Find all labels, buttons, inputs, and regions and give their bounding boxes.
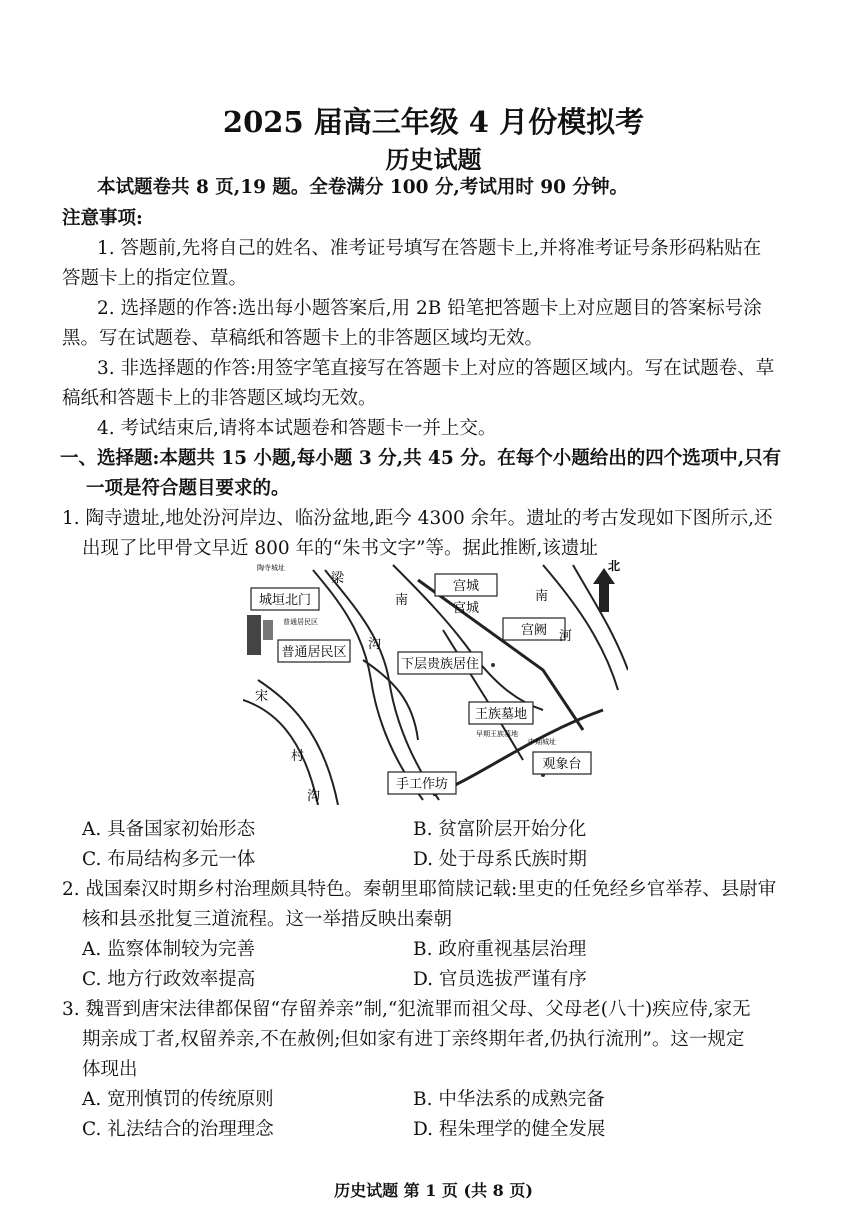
label-gongcheng [435,574,497,596]
section-heading-a: 一、选择题:本题共 15 小题,每小题 3 分,共 45 分。在每个小题给出的四个选项中,只有 [60,448,782,469]
notes-heading: 注意事项: [62,208,143,229]
north-arrow-icon [593,560,620,612]
note-2a: 2. 选择题的作答:选出每小题答案后,用 2B 铅笔把答题卡上对应题目的答案标号涂 [97,298,762,319]
exam-title: 2025 届高三年级 4 月份模拟考 [222,105,645,139]
note-4: 4. 考试结束后,请将本试题卷和答题卡一并上交。 [97,418,497,439]
note-2b: 黑。写在试题卷、草稿纸和答题卡上的非答题区域均无效。 [62,328,544,349]
river-char: 南 [535,589,549,604]
page-footer: 历史试题 第 1 页 (共 8 页) [334,1181,533,1200]
residential-patch [263,620,273,640]
svg-text:宫城: 宫城 [452,579,480,594]
label-putong [278,640,350,662]
q1-stem-a: 1. 陶寺遗址,地处汾河岸边、临汾盆地,距今 4300 余年。遗址的考古发现如下图所示,还 [62,508,773,529]
river-char: 梁 [331,571,345,586]
label-chengyuan [251,588,319,610]
small-label: 陶寺城址 [257,564,285,572]
q3-option-c: C. 礼法结合的治理理念 [82,1119,274,1140]
q3-stem-a: 3. 魏晋到唐宋法律都保留“存留养亲”制,“犯流罪而祖父母、父母老(八十)疾应侍,家无 [62,999,751,1020]
q1-stem-b: 出现了比甲骨文早近 800 年的“朱书文字”等。据此推断,该遗址 [82,538,598,559]
q3-option-b: B. 中华法系的成熟完备 [413,1089,605,1110]
residential-patch [247,615,261,655]
label-gongque [503,618,565,640]
river-char: 宋 [255,689,269,704]
river-line [325,570,439,800]
svg-text:王族墓地: 王族墓地 [474,707,528,722]
river-char: 河 [559,629,573,644]
small-label: 早期王族墓地 [476,730,518,738]
river-line [258,680,338,805]
q1-option-c: C. 布局结构多元一体 [82,849,256,870]
note-1a: 1. 答题前,先将自己的姓名、准考证号填写在答题卡上,并将准考证号条形码粘贴在 [97,238,762,259]
small-label: 普通居民区 [283,618,318,626]
label-guanxiang [533,752,591,774]
q2-stem-b: 核和县丞批复三道流程。这一举措反映出秦朝 [82,909,453,930]
svg-text:北: 北 [608,560,621,573]
q1-option-b: B. 贫富阶层开始分化 [413,819,587,840]
svg-text:下层贵族居住: 下层贵族居住 [400,657,480,672]
river-char: 南 [395,593,409,608]
q3-option-d: D. 程朱理学的健全发展 [413,1119,606,1140]
label-xiaceng [398,652,482,674]
section-heading-b: 一项是符合题目要求的。 [86,478,290,499]
exam-intro: 本试题卷共 8 页,19 题。全卷满分 100 分,考试用时 90 分钟。 [97,177,628,198]
river-char: 村 [291,749,305,764]
wall-line [443,630,523,760]
q1-option-d: D. 处于母系氏族时期 [413,849,587,870]
svg-text:观象台: 观象台 [542,757,582,772]
q3-stem-c: 体现出 [82,1059,138,1080]
site-dot [491,663,495,667]
exam-subtitle: 历史试题 [385,145,482,174]
river-char: 沟 [368,637,382,652]
q3-option-a: A. 宽刑慎罚的传统原则 [82,1089,274,1110]
svg-text:城垣北门: 城垣北门 [258,593,312,608]
label-shougong [388,772,456,794]
q3-stem-b: 期亲成丁者,权留养亲,不在赦例;但如家有进丁亲终期年者,仍执行流刑”。这一规定 [82,1029,745,1050]
label-wangzu [469,702,533,724]
taosi-site-map [243,560,628,805]
small-label: 中期城址 [528,738,556,746]
q2-stem-a: 2. 战国秦汉时期乡村治理颇具特色。秦朝里耶简牍记载:里吏的任免经乡官举荐、县尉审 [62,879,777,900]
q2-option-c: C. 地方行政效率提高 [82,969,256,990]
river-char: 沟 [307,789,321,804]
q1-option-a: A. 具备国家初始形态 [82,819,256,840]
note-3b: 稿纸和答题卡上的非答题区域均无效。 [62,388,377,409]
note-3a: 3. 非选择题的作答:用签字笔直接写在答题卡上对应的答题区域内。写在试题卷、草 [97,358,775,379]
q2-option-d: D. 官员选拔严谨有序 [413,969,587,990]
q2-option-b: B. 政府重视基层治理 [413,939,587,960]
note-1b: 答题卡上的指定位置。 [62,268,248,289]
river-char: 宫城 [453,601,480,616]
svg-text:手工作坊: 手工作坊 [395,777,449,792]
svg-text:普通居民区: 普通居民区 [281,645,347,660]
svg-text:宫阙: 宫阙 [520,623,548,638]
q2-option-a: A. 监察体制较为完善 [82,939,256,960]
